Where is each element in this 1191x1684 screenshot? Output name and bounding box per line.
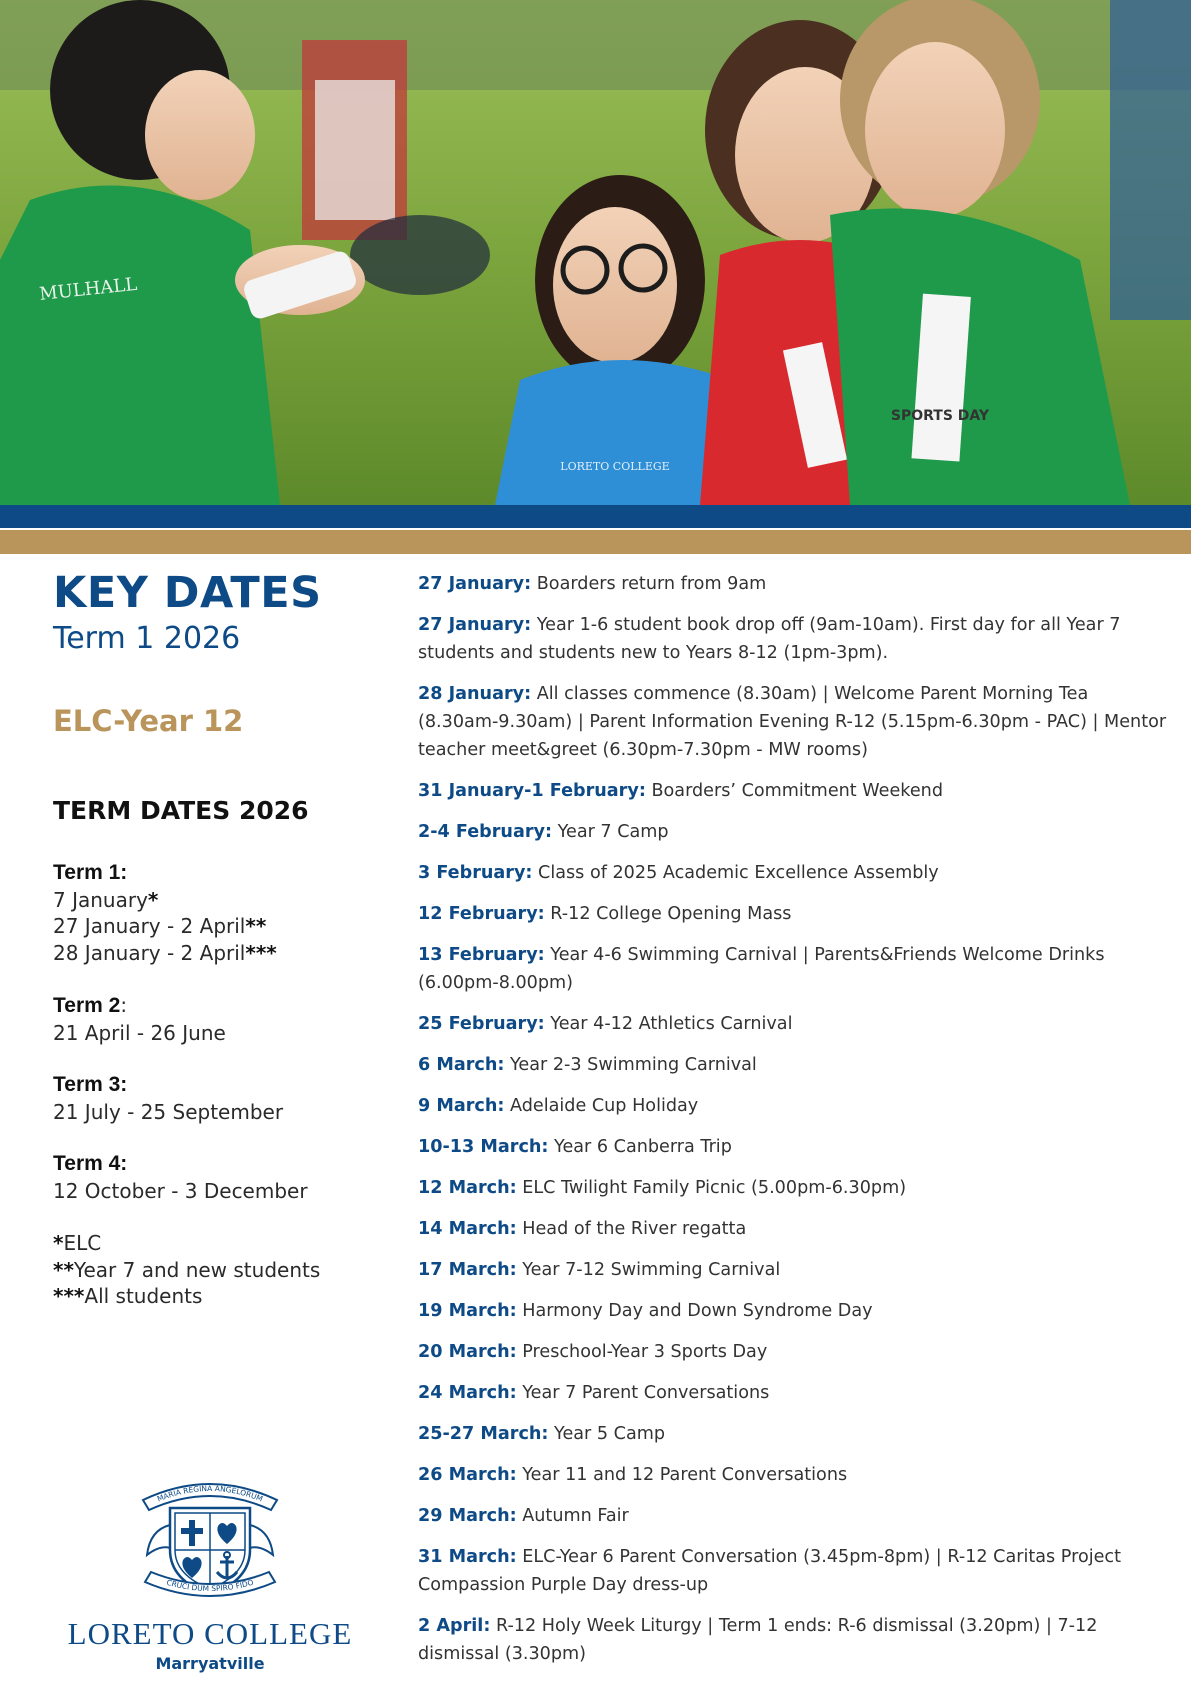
event-description: Adelaide Cup Holiday xyxy=(504,1096,699,1116)
navy-band xyxy=(0,505,1191,528)
footnotes xyxy=(53,1230,383,1310)
college-logo xyxy=(60,1470,360,1673)
event-description: Autumn Fair xyxy=(516,1506,629,1526)
term-date-line: 21 July - 25 September xyxy=(53,1099,284,1124)
term-date-line: 21 April - 26 June xyxy=(53,1020,226,1045)
event-date: 24 March: xyxy=(418,1383,517,1403)
event-date: 10-13 March: xyxy=(418,1137,549,1157)
term-1-block xyxy=(53,860,383,966)
shirt-text-mulhall: MULHALL xyxy=(38,273,139,305)
event-date: 31 January-1 February: xyxy=(418,781,646,801)
event-description: Year 4-12 Athletics Carnival xyxy=(544,1014,793,1034)
event-description: Harmony Day and Down Syndrome Day xyxy=(516,1301,873,1321)
event-item xyxy=(418,1612,1168,1668)
event-description: Year 7 Camp xyxy=(552,822,669,842)
event-date: 17 March: xyxy=(418,1260,517,1280)
event-description: Year 1-6 student book drop off (9am-10am). First day for all Year 7 students and students new to Years 8-12 (1pm-3pm). xyxy=(418,615,1121,663)
event-item xyxy=(418,818,1168,846)
event-item xyxy=(418,1543,1168,1599)
event-item xyxy=(418,611,1168,667)
event-date: 12 March: xyxy=(418,1178,517,1198)
page-title: KEY DATES xyxy=(53,568,322,618)
event-description: Boarders return from 9am xyxy=(531,574,767,594)
crest-icon xyxy=(135,1470,285,1605)
event-description: Year 4-6 Swimming Carnival | Parents&Friends Welcome Drinks (6.00pm-8.00pm) xyxy=(418,945,1105,993)
event-item xyxy=(418,1502,1168,1530)
footnote: *ELC xyxy=(53,1231,102,1255)
event-date: 14 March: xyxy=(418,1219,517,1239)
event-item xyxy=(418,1256,1168,1284)
hero-photo-illustration xyxy=(0,0,1191,505)
event-description: ELC Twilight Family Picnic (5.00pm-6.30pm) xyxy=(516,1178,907,1198)
term-date-line: 7 January* xyxy=(53,887,159,912)
crest-motto-bottom: CRUCI DUM SPIRO FIDO xyxy=(165,1577,255,1594)
event-item xyxy=(418,1420,1168,1448)
term-dates-heading: TERM DATES 2026 xyxy=(53,796,309,825)
gold-band xyxy=(0,530,1191,554)
term-label: Term 3: xyxy=(53,1073,128,1096)
event-description: Boarders’ Commitment Weekend xyxy=(645,781,944,801)
page-subtitle-level: ELC-Year 12 xyxy=(53,704,244,738)
event-description: Year 6 Canberra Trip xyxy=(548,1137,732,1157)
event-date: 19 March: xyxy=(418,1301,517,1321)
footnote: ***All students xyxy=(53,1284,203,1308)
event-description: R-12 Holy Week Liturgy | Term 1 ends: R-6 dismissal (3.20pm) | 7-12 dismissal (3.30pm) xyxy=(418,1616,1098,1664)
term-date-line: 28 January - 2 April*** xyxy=(53,940,277,965)
term-2-block xyxy=(53,992,383,1046)
term-date-line: 27 January - 2 April** xyxy=(53,914,267,938)
footnote: **Year 7 and new students xyxy=(53,1257,321,1282)
event-item xyxy=(418,777,1168,805)
event-item xyxy=(418,1010,1168,1038)
term-date-line: 12 October - 3 December xyxy=(53,1178,308,1203)
event-description: Preschool-Year 3 Sports Day xyxy=(516,1342,768,1362)
event-item xyxy=(418,1215,1168,1243)
event-date: 26 March: xyxy=(418,1465,517,1485)
event-item xyxy=(418,1051,1168,1079)
event-item xyxy=(418,1379,1168,1407)
event-description: Year 7 Parent Conversations xyxy=(516,1383,770,1403)
event-date: 13 February: xyxy=(418,945,545,965)
event-description: Head of the River regatta xyxy=(516,1219,747,1239)
event-item xyxy=(418,1133,1168,1161)
event-item xyxy=(418,1297,1168,1325)
event-date: 3 February: xyxy=(418,863,533,883)
event-item xyxy=(418,1174,1168,1202)
shirt-text-sports-day: SPORTS DAY xyxy=(890,408,990,424)
event-item xyxy=(418,900,1168,928)
event-date: 29 March: xyxy=(418,1506,517,1526)
event-item xyxy=(418,941,1168,997)
event-date: 25-27 March: xyxy=(418,1424,549,1444)
term-label: Term 2: xyxy=(53,993,128,1017)
term-4-block xyxy=(53,1151,383,1204)
event-date: 27 January: xyxy=(418,574,532,594)
event-date: 28 January: xyxy=(418,684,532,704)
event-item xyxy=(418,859,1168,887)
event-description: R-12 College Opening Mass xyxy=(544,904,792,924)
term-label: Term 4: xyxy=(53,1152,128,1175)
college-location: Marryatville xyxy=(155,1654,265,1673)
event-date: 2 April: xyxy=(418,1616,491,1636)
event-description: All classes commence (8.30am) | Welcome Parent Morning Tea (8.30am-9.30am) | Parent Information Evening R-12 (5.15pm-6.30pm - PAC) | Mentor teacher meet&greet (6.30pm-7.30pm - MW rooms) xyxy=(418,684,1167,760)
event-date: 20 March: xyxy=(418,1342,517,1362)
event-item xyxy=(418,1338,1168,1366)
event-description: ELC-Year 6 Parent Conversation (3.45pm-8pm) | R-12 Caritas Project Compassion Purple Day dress-up xyxy=(418,1547,1121,1595)
event-date: 25 February: xyxy=(418,1014,545,1034)
hero-photo xyxy=(0,0,1191,505)
event-description: Year 2-3 Swimming Carnival xyxy=(504,1055,757,1075)
event-description: Class of 2025 Academic Excellence Assembly xyxy=(532,863,939,883)
event-item xyxy=(418,1461,1168,1489)
crest-motto-top: MARIA REGINA ANGELORUM xyxy=(155,1483,265,1504)
event-description: Year 5 Camp xyxy=(548,1424,666,1444)
event-date: 12 February: xyxy=(418,904,545,924)
event-item xyxy=(418,680,1168,764)
event-date: 2-4 February: xyxy=(418,822,552,842)
event-date: 6 March: xyxy=(418,1055,505,1075)
term-label: Term 1: xyxy=(53,861,128,884)
event-item xyxy=(418,1092,1168,1120)
event-item xyxy=(418,570,1168,598)
term-3-block xyxy=(53,1072,383,1125)
page-subtitle-term: Term 1 2026 xyxy=(53,621,241,656)
event-date: 9 March: xyxy=(418,1096,505,1116)
event-date: 27 January: xyxy=(418,615,532,635)
event-date: 31 March: xyxy=(418,1547,517,1567)
college-name: LORETO COLLEGE xyxy=(67,1616,353,1651)
event-description: Year 11 and 12 Parent Conversations xyxy=(516,1465,848,1485)
left-column xyxy=(53,568,383,1310)
events-list xyxy=(418,570,1168,1681)
shirt-text-loreto: LORETO COLLEGE xyxy=(560,460,670,473)
event-description: Year 7-12 Swimming Carnival xyxy=(516,1260,781,1280)
